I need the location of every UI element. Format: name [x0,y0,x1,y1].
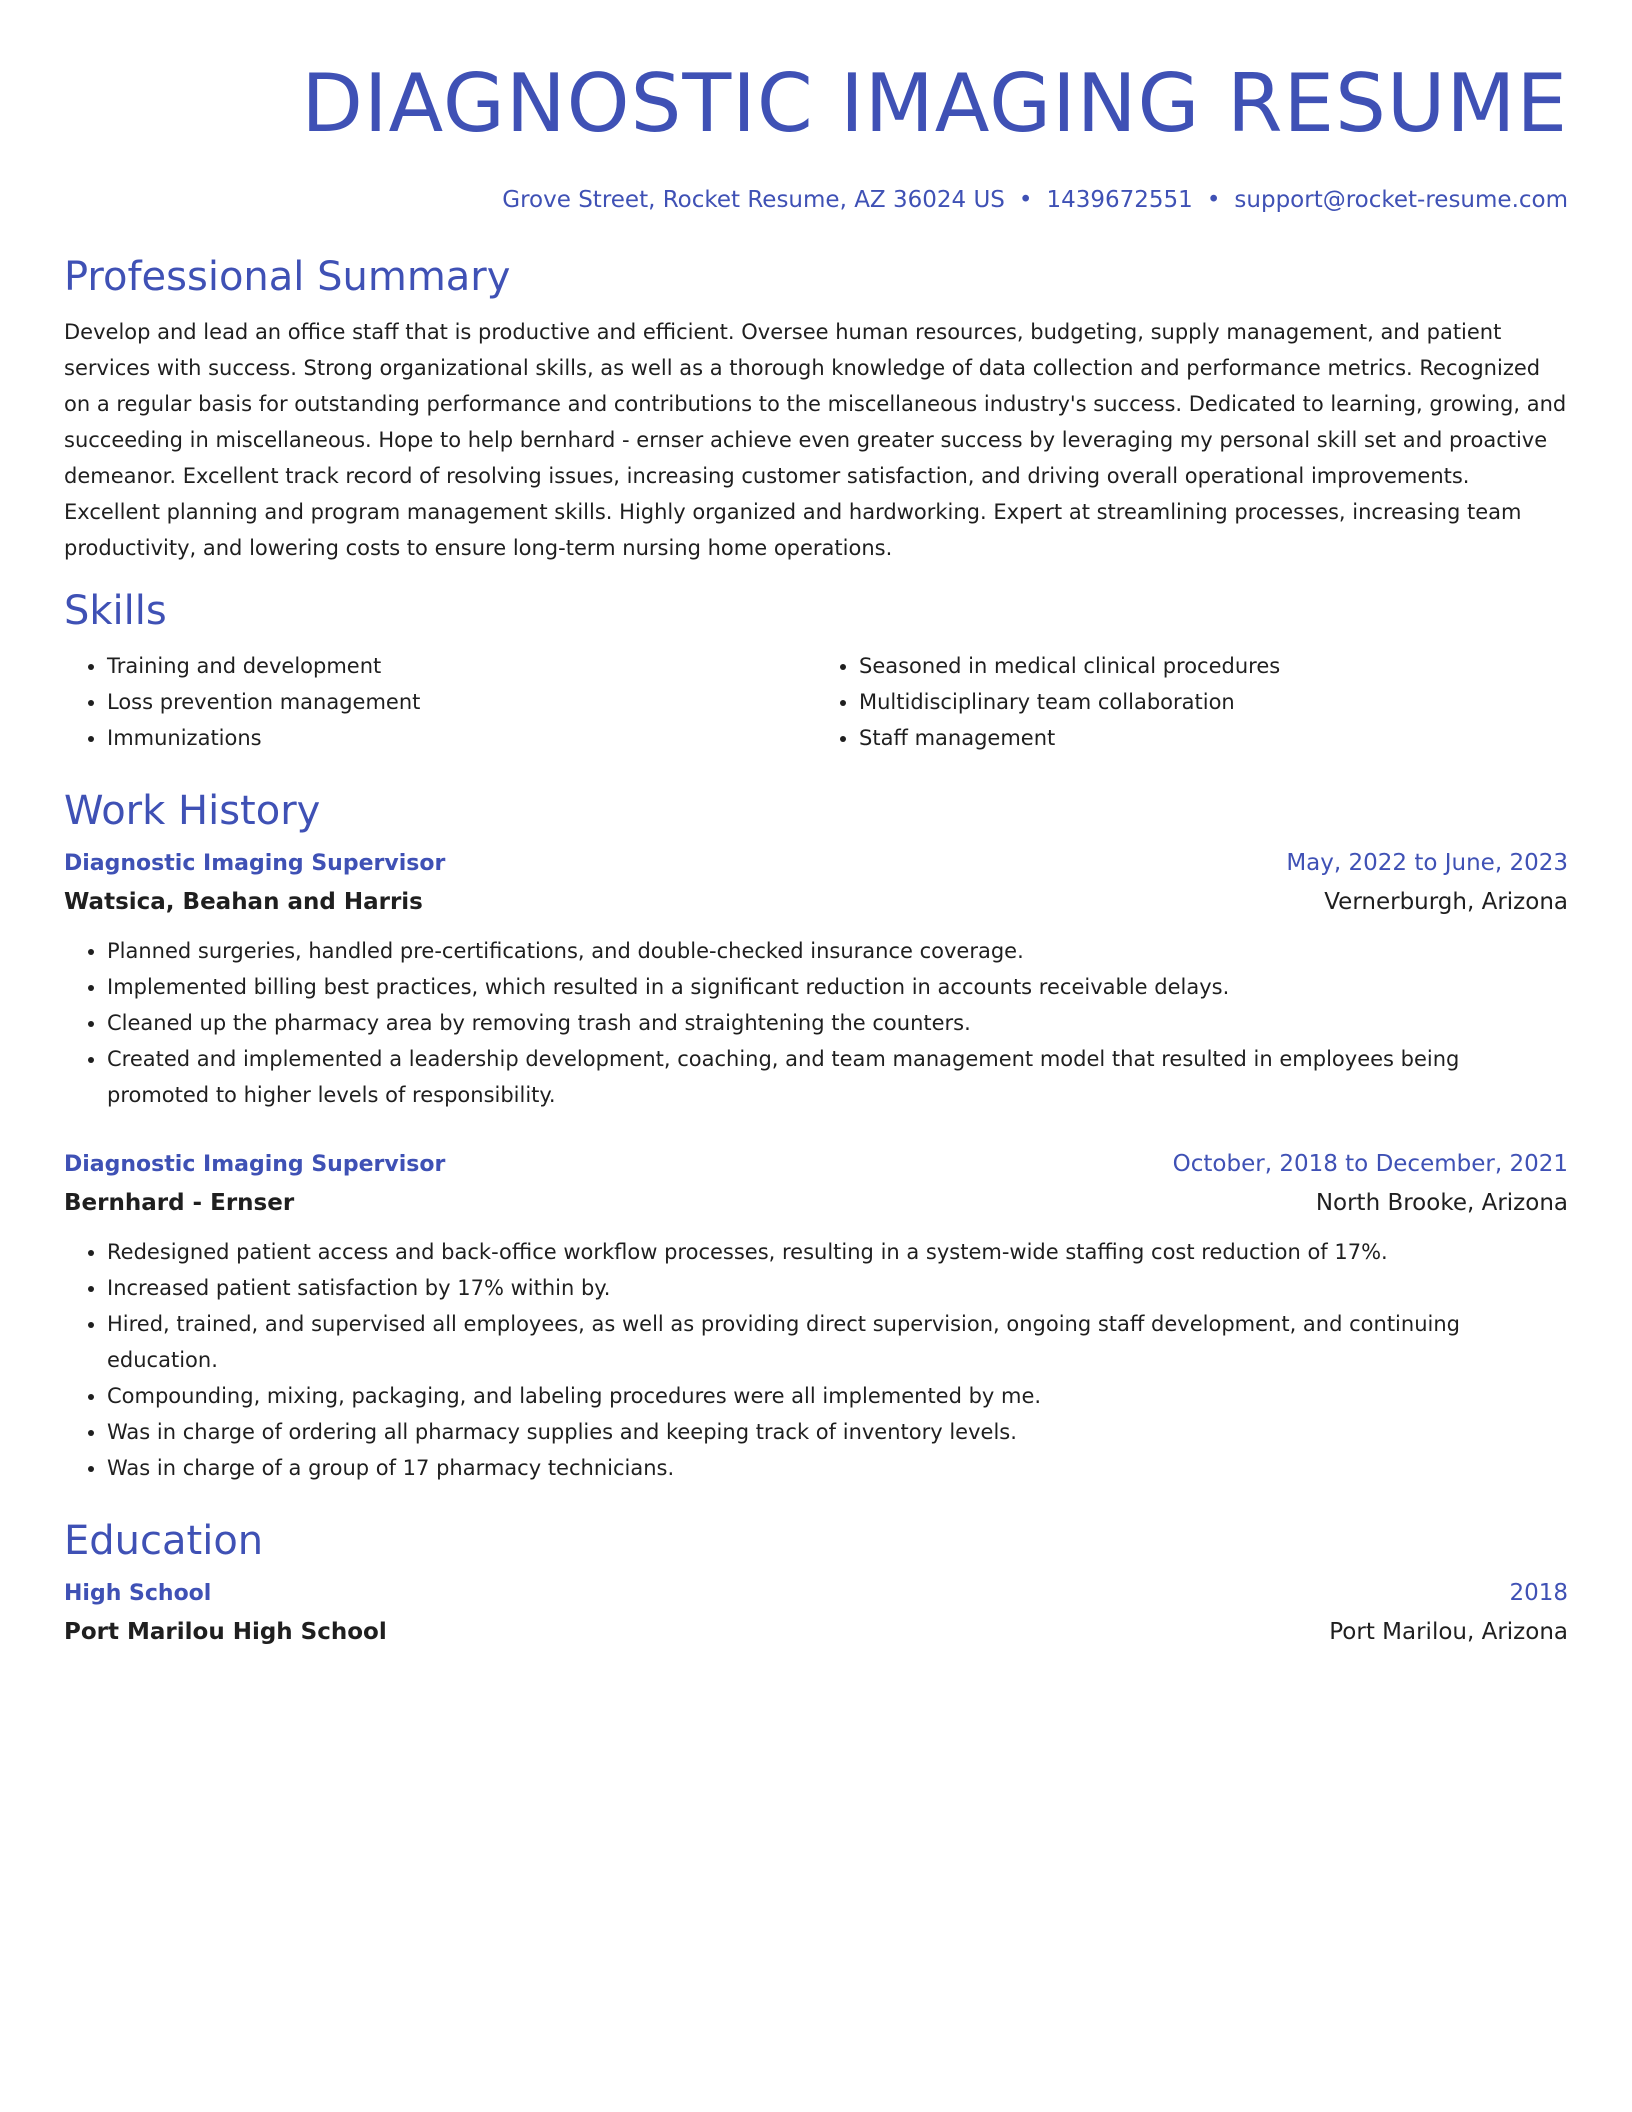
skills-list-right [816,648,1568,756]
skill-item: • Immunizations [107,720,816,756]
job-bullets [64,933,1568,1113]
job-header-row [64,844,1568,883]
job-bullet: • Planned surgeries, handled pre-certifications, and double-checked insurance coverage. [107,933,1568,969]
education-school: Port Marilou High School [64,1619,387,1645]
job-header-row [64,1145,1568,1184]
section-title: Education [64,1518,264,1564]
skill-item: • Loss prevention management [107,684,816,720]
professional-summary-section [64,252,1568,566]
education-year: 2018 [1509,1580,1568,1606]
job-bullet: • Compounding, mixing, packaging, and labeling procedures were all implemented by me. [107,1378,1568,1414]
separator-dot: • [1206,187,1221,213]
education-location: Port Marilou, Arizona [1329,1619,1568,1645]
skill-item: • Training and development [107,648,816,684]
work-history-section [64,786,1568,1486]
job-entry [64,1145,1568,1486]
skill-item: • Multidisciplinary team collaboration [859,684,1568,720]
contact-line [64,184,1568,216]
job-bullet: • Hired, trained, and supervised all employees, as well as providing direct supervision, ongoing staff development, and continuing education. [107,1306,1568,1378]
job-bullets [64,1234,1568,1486]
education-degree: High School [64,1581,212,1606]
education-school-row [64,1613,1568,1651]
job-company-row [64,883,1568,921]
section-title: Skills [64,588,167,634]
education-header-row [64,1574,1568,1613]
skill-item: • Seasoned in medical clinical procedures [859,648,1568,684]
summary-text: Develop and lead an office staff that is productive and efficient. Oversee human resources, budgeting, supply management, and patient services with success. Strong organizational skills, as well as a thorough knowledge of data collection and performance metrics. Recognized on a regular basis for outstanding performance and contributions to the miscellaneous industry's success. Dedicated to learning, growing, and succeeding in miscellaneous. Hope to help bernhard - ernser achieve even greater success by leveraging my personal skill set and proactive demeanor. Excellent track record of resolving issues, increasing customer satisfaction, and driving overall operational improvements. Excellent planning and program management skills. Highly organized and hardworking. Expert at streamlining processes, increasing team productivity, and lowering costs to ensure long-term nursing home operations. [64,320,1567,560]
job-company: Watsica, Beahan and Harris [64,889,423,915]
job-bullet: • Cleaned up the pharmacy area by removing trash and straightening the counters. [107,1005,1568,1041]
job-entry [64,844,1568,1113]
email: support@rocket-resume.com [1234,187,1568,213]
job-role: Diagnostic Imaging Supervisor [64,851,446,876]
separator-dot: • [1018,187,1033,213]
skills-list-left [64,648,816,756]
job-bullet: • Was in charge of a group of 17 pharmacy technicians. [107,1450,1568,1486]
skills-columns [64,648,1568,756]
job-bullet: • Was in charge of ordering all pharmacy supplies and keeping track of inventory levels. [107,1414,1568,1450]
skill-item: • Staff management [859,720,1568,756]
section-title: Work History [64,788,321,834]
resume-header [64,56,1568,216]
job-location: Vernerburgh, Arizona [1324,889,1568,915]
job-bullet: • Implemented billing best practices, which resulted in a significant reduction in accounts receivable delays. [107,969,1568,1005]
job-bullet: • Redesigned patient access and back-office workflow processes, resulting in a system-wide staffing cost reduction of 17%. [107,1234,1568,1270]
education-entry [64,1574,1568,1651]
job-bullet: • Created and implemented a leadership development, coaching, and team management model that resulted in employees being promoted to higher levels of responsibility. [107,1041,1568,1113]
job-dates: May, 2022 to June, 2023 [1286,850,1568,876]
job-dates: October, 2018 to December, 2021 [1172,1151,1568,1177]
skills-section [64,586,1568,756]
section-title: Professional Summary [64,254,511,300]
phone: 1439672551 [1046,187,1193,213]
job-location: North Brooke, Arizona [1315,1190,1568,1216]
education-section [64,1516,1568,1651]
job-role: Diagnostic Imaging Supervisor [64,1152,446,1177]
address: Grove Street, Rocket Resume, AZ 36024 US [502,187,1005,213]
job-bullet: • Increased patient satisfaction by 17% within by. [107,1270,1568,1306]
resume-title: DIAGNOSTIC IMAGING RESUME [301,57,1568,150]
job-company: Bernhard - Ernser [64,1190,295,1216]
job-company-row [64,1184,1568,1222]
